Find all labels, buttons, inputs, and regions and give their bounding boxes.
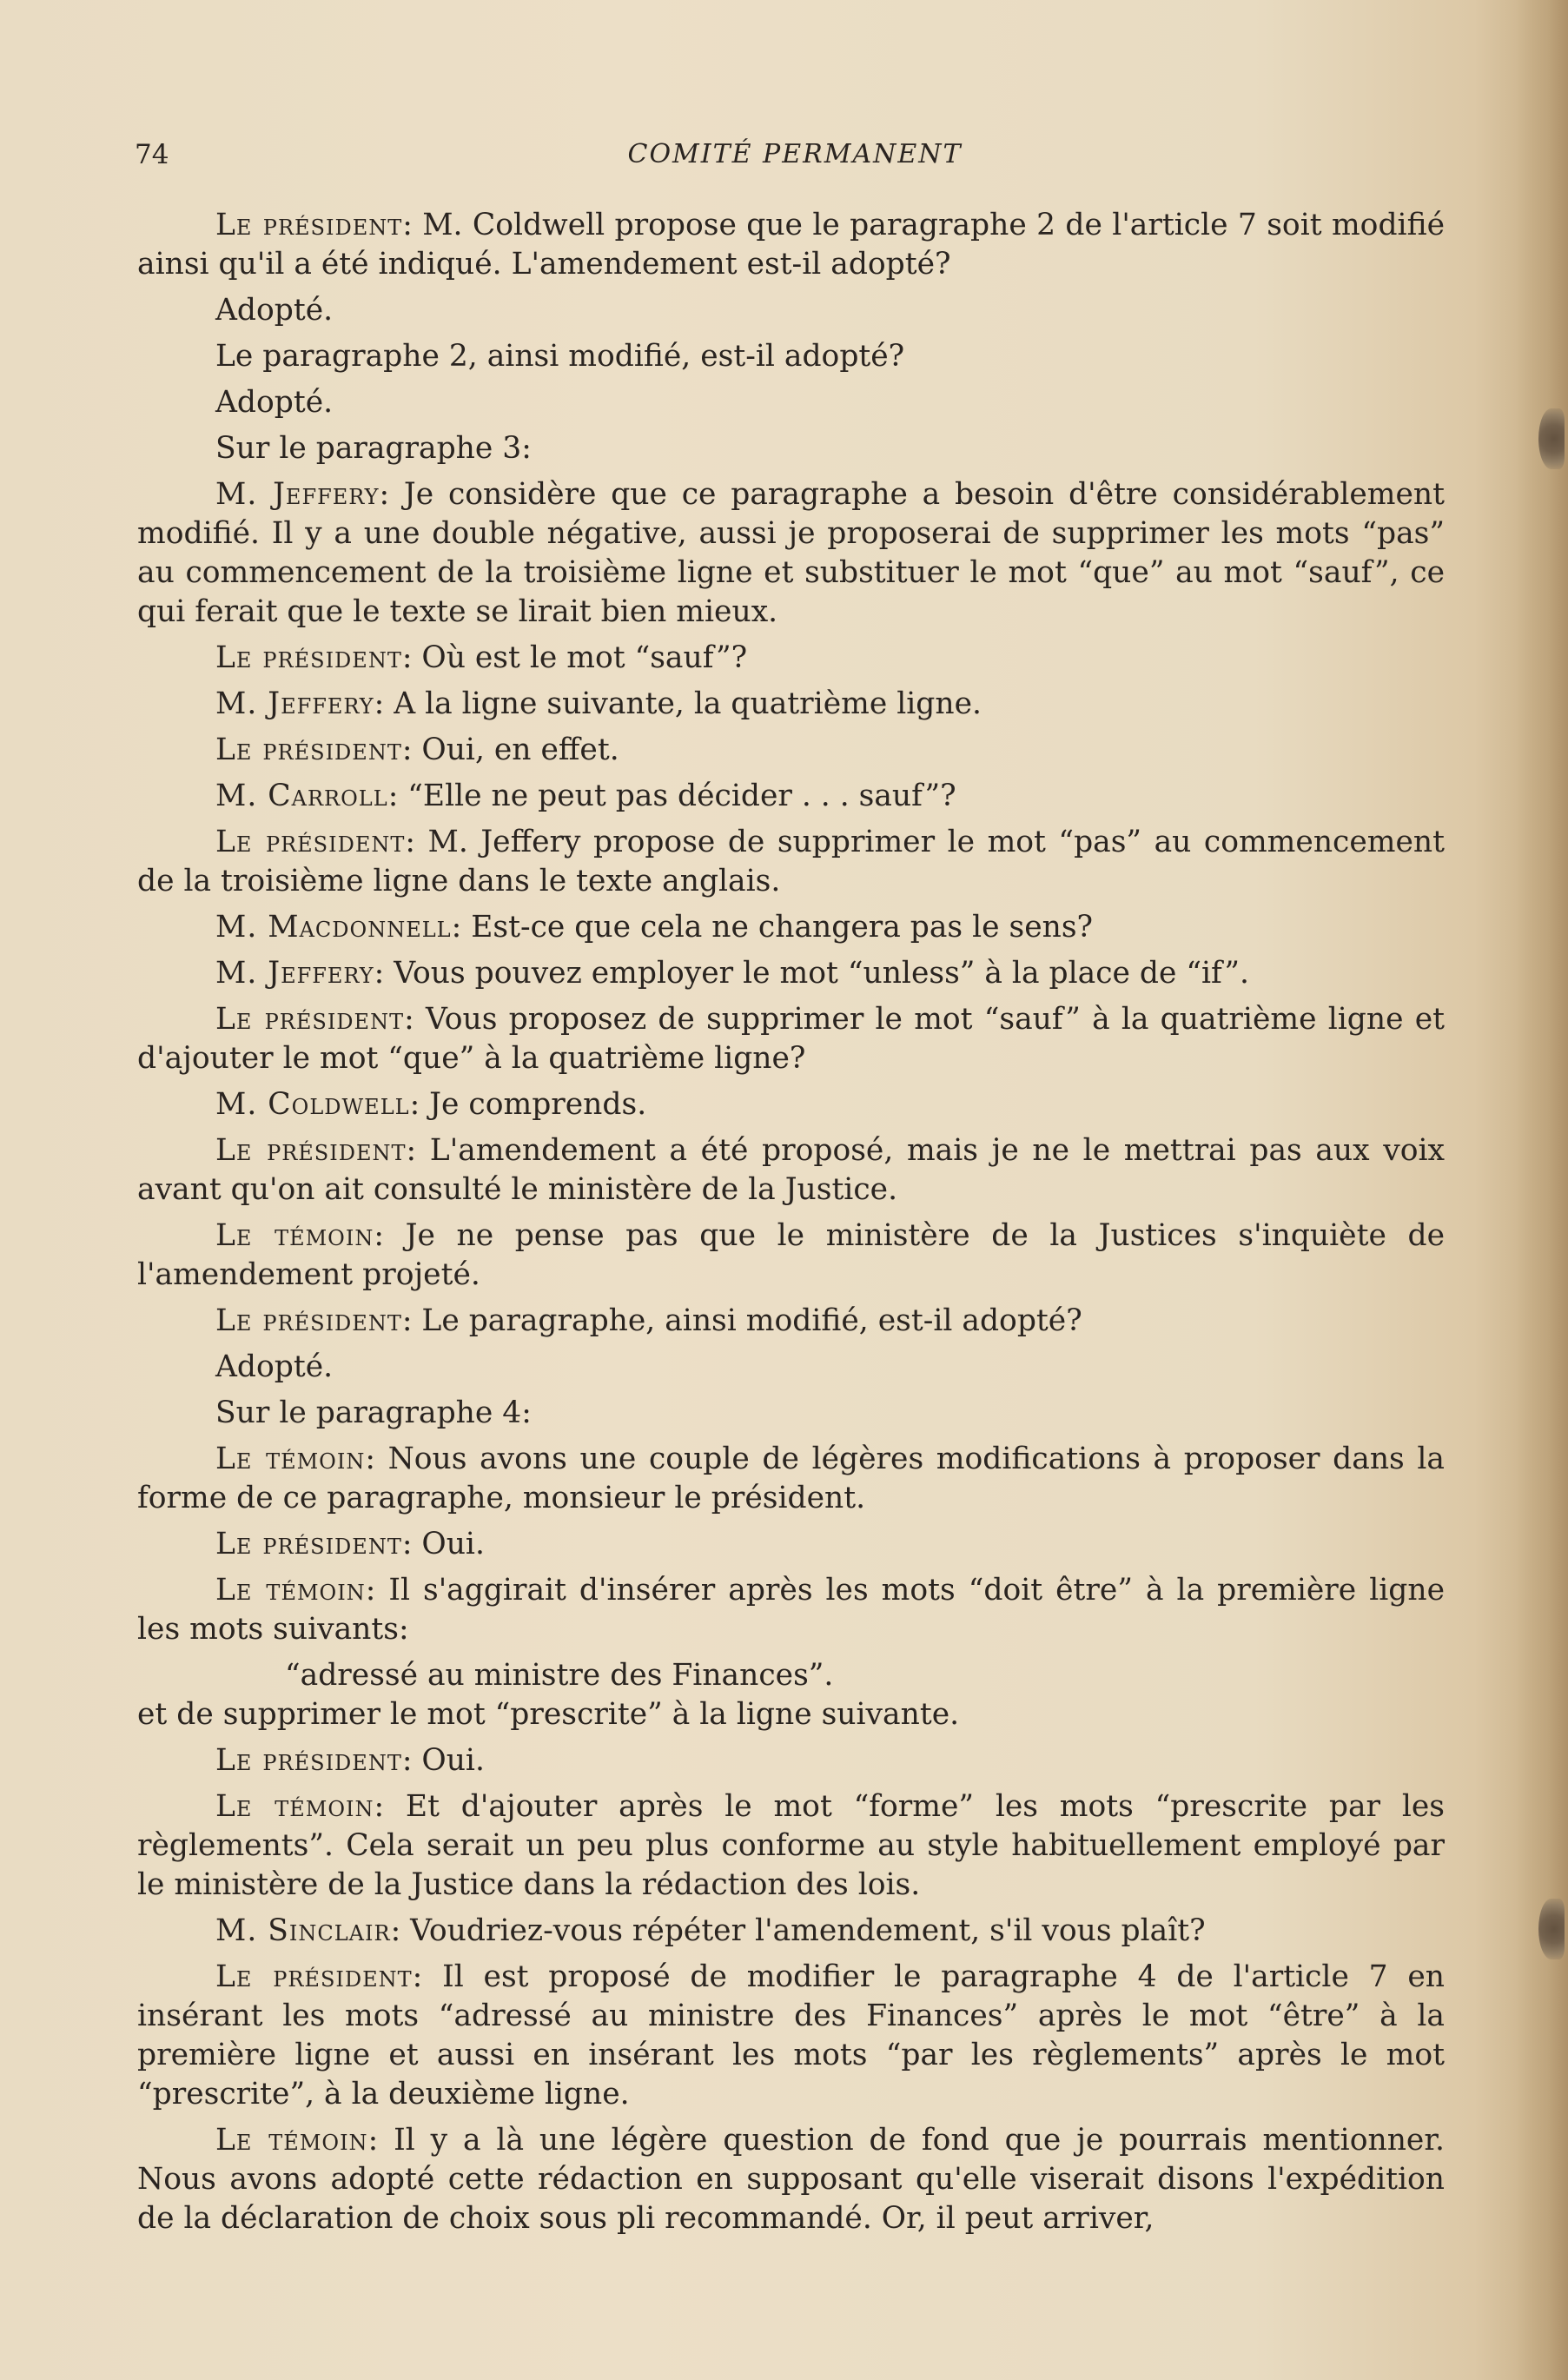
binding-clip-mark bbox=[1538, 408, 1565, 469]
paragraph-text: Vous proposez de supprimer le mot “sauf” à la quatrième ligne et d'ajouter le mot “que” à la quatrième ligne? bbox=[137, 1002, 1446, 1076]
speaker-name: Le président bbox=[215, 1002, 405, 1037]
paragraph-text: M. Coldwell propose que le paragraphe 2 de l'article 7 soit modifié ainsi qu'il a été indiqué. L'amendement est-il adopté? bbox=[137, 208, 1445, 282]
paragraph: Le président: Oui. bbox=[215, 1743, 485, 1778]
paragraph-text: Et d'ajouter après le mot “forme” les mots “prescrite par les règlements”. Cela serait un peu plus conforme au style habituellement employé par le ministère de la Justice dans la rédaction des lois. bbox=[137, 1789, 1445, 1902]
paragraph: Le président: Où est le mot “sauf”? bbox=[215, 640, 748, 675]
speaker-name: M. Jeffery bbox=[215, 956, 374, 991]
paragraph: M. Macdonnell: Est-ce que cela ne changera pas le sens? bbox=[215, 910, 1094, 945]
paragraph: Le témoin: Je ne pense pas que le ministère de la Justices s'inquiète de l'amendement projeté. bbox=[137, 1218, 1446, 1292]
paragraph: Le président: M. Coldwell propose que le paragraphe 2 de l'article 7 soit modifié ainsi qu'il a été indiqué. L'amendement est-il adopté? bbox=[137, 208, 1445, 282]
speaker-name: Le témoin bbox=[215, 2123, 368, 2158]
speaker-name: Le président bbox=[215, 825, 406, 859]
speaker-name: Le témoin bbox=[215, 1573, 366, 1608]
speaker-name: M. Coldwell bbox=[215, 1087, 410, 1122]
paragraph bbox=[137, 337, 1445, 376]
speaker-name: Le président bbox=[215, 640, 402, 675]
paragraph: Le président: Vous proposez de supprimer le mot “sauf” à la quatrième ligne et d'ajouter le mot “que” à la quatrième ligne? bbox=[137, 1002, 1446, 1076]
speaker-name: Le témoin bbox=[215, 1442, 366, 1476]
paragraph-text: L'amendement a été proposé, mais je ne le mettrai pas aux voix avant qu'on ait consulté le ministère de la Justice. bbox=[137, 1133, 1446, 1207]
paragraph-text: Est-ce que cela ne changera pas le sens? bbox=[471, 910, 1094, 945]
paragraph: Le président: Il est proposé de modifier le paragraphe 4 de l'article 7 en insérant les mots “adressé au ministre des Finances” après le mot “être” à la première ligne et aussi en insérant les mots “par les règlements” après le mot “prescrite”, à la deuxième ligne. bbox=[137, 1959, 1446, 2112]
binding-clip-mark bbox=[1538, 1899, 1565, 1959]
paragraph-text: Où est le mot “sauf”? bbox=[421, 640, 748, 675]
paragraph-text: Le paragraphe, ainsi modifié, est-il adopté? bbox=[421, 1303, 1082, 1338]
paragraph-text: “Elle ne peut pas décider . . . sauf”? bbox=[407, 779, 956, 813]
paragraph: M. Carroll: “Elle ne peut pas décider . . . sauf”? bbox=[215, 779, 956, 813]
paragraph: M. Jeffery: Je considère que ce paragraphe a besoin d'être considérablement modifié. Il y a une double négative, aussi je proposerai de supprimer les mots “pas” au commencement de la troisième ligne et substituer le mot “que” au mot “sauf”, ce qui ferait que le texte se lirait bien mieux. bbox=[137, 477, 1446, 629]
page-number: 74 bbox=[135, 139, 169, 170]
paragraph-text: Sur le paragraphe 3: bbox=[215, 431, 532, 466]
speaker-name: Le président bbox=[215, 1133, 407, 1168]
paragraph-text: Je comprends. bbox=[429, 1087, 647, 1122]
paragraph-text: Oui. bbox=[421, 1527, 485, 1561]
paragraph bbox=[137, 291, 1445, 330]
paragraph-text: Adopté. bbox=[215, 293, 334, 328]
paragraph: Le témoin: Nous avons une couple de légères modifications à proposer dans la forme de ce paragraphe, monsieur le président. bbox=[137, 1442, 1445, 1515]
speaker-name: M. Jeffery bbox=[215, 686, 374, 721]
paragraph: M. Jeffery: Vous pouvez employer le mot “unless” à la place de “if”. bbox=[215, 956, 1249, 991]
speaker-name: Le témoin bbox=[215, 1218, 374, 1253]
paragraph: M. Coldwell: Je comprends. bbox=[215, 1087, 647, 1122]
paragraph-text: Oui, en effet. bbox=[421, 733, 619, 767]
paragraph bbox=[137, 1394, 1445, 1433]
transcript-body bbox=[137, 206, 1445, 2245]
paragraph-text: Il s'aggirait d'insérer après les mots “doit être” à la première ligne les mots suivants: bbox=[137, 1573, 1445, 1647]
speaker-name: Le témoin bbox=[215, 1789, 374, 1824]
paragraph: M. Sinclair: Voudriez-vous répéter l'amendement, s'il vous plaît? bbox=[215, 1913, 1206, 1948]
paragraph-text: Sur le paragraphe 4: bbox=[215, 1396, 532, 1430]
paragraph: Le président: Le paragraphe, ainsi modifié, est-il adopté? bbox=[215, 1303, 1082, 1338]
paragraph: M. Jeffery: A la ligne suivante, la quatrième ligne. bbox=[215, 686, 982, 721]
paragraph-text: Vous pouvez employer le mot “unless” à la place de “if”. bbox=[394, 956, 1249, 991]
running-title: COMITÉ PERMANENT bbox=[627, 139, 963, 169]
paragraph-text: Nous avons une couple de légères modifications à proposer dans la forme de ce paragraphe, monsieur le président. bbox=[137, 1442, 1445, 1515]
paragraph bbox=[137, 1348, 1445, 1387]
paragraph-text: A la ligne suivante, la quatrième ligne. bbox=[394, 686, 982, 721]
paragraph: Le président: L'amendement a été proposé, mais je ne le mettrai pas aux voix avant qu'on ait consulté le ministère de la Justice. bbox=[137, 1133, 1446, 1207]
paragraph-text: Il y a là une légère question de fond que je pourrais mentionner. Nous avons adopté cette rédaction en supposant qu'elle viserait disons l'expédition de la déclaration de choix sous pli recommandé. Or, il peut arriver, bbox=[137, 2123, 1445, 2236]
paragraph: Le président: Oui. bbox=[215, 1527, 485, 1561]
speaker-name: Le président bbox=[215, 1959, 413, 1994]
paragraph-text: Il est proposé de modifier le paragraphe 4 de l'article 7 en insérant les mots “adressé au ministre des Finances” après le mot “être” à la première ligne et aussi en insérant les mots “par les règlements” après le mot “prescrite”, à la deuxième ligne. bbox=[137, 1959, 1446, 2112]
paragraph-text: M. Jeffery propose de supprimer le mot “pas” au commencement de la troisième ligne dans le texte anglais. bbox=[137, 825, 1445, 898]
speaker-name: M. Macdonnell bbox=[215, 910, 452, 945]
paragraph-text: Adopté. bbox=[215, 385, 334, 420]
paragraph: Le président: Oui, en effet. bbox=[215, 733, 619, 767]
paragraph-text: “adressé au ministre des Finances”. bbox=[285, 1658, 834, 1693]
page-edge-shadow bbox=[1516, 0, 1568, 2380]
paragraph-text: Oui. bbox=[421, 1743, 485, 1778]
speaker-name: M. Jeffery bbox=[215, 477, 380, 512]
speaker-name: Le président bbox=[215, 208, 403, 242]
paragraph-text: Je considère que ce paragraphe a besoin d'être considérablement modifié. Il y a une double négative, aussi je proposerai de supprimer les mots “pas” au commencement de la troisième ligne et substituer le mot “que” au mot “sauf”, ce qui ferait que le texte se lirait bien mieux. bbox=[137, 477, 1446, 629]
speaker-name: Le président bbox=[215, 733, 402, 767]
speaker-name: Le président bbox=[215, 1303, 402, 1338]
paragraph-text: Le paragraphe 2, ainsi modifié, est-il adopté? bbox=[215, 339, 905, 374]
paragraph-text: et de supprimer le mot “prescrite” à la ligne suivante. bbox=[137, 1697, 960, 1732]
speaker-name: M. Sinclair bbox=[215, 1913, 391, 1948]
paragraph: Le témoin: Il s'aggirait d'insérer après les mots “doit être” à la première ligne les mots suivants: bbox=[137, 1573, 1445, 1647]
speaker-name: Le président bbox=[215, 1743, 402, 1778]
paragraph: Le témoin: Et d'ajouter après le mot “forme” les mots “prescrite par les règlements”. Cela serait un peu plus conforme au style habituellement employé par le ministère de la Justice dans la rédaction des lois. bbox=[137, 1789, 1445, 1902]
paragraph-text: Je ne pense pas que le ministère de la Justices s'inquiète de l'amendement projeté. bbox=[137, 1218, 1446, 1292]
speaker-name: M. Carroll bbox=[215, 779, 388, 813]
paragraph-text: Voudriez-vous répéter l'amendement, s'il vous plaît? bbox=[410, 1913, 1206, 1948]
paragraph bbox=[137, 429, 1445, 468]
page-header bbox=[135, 139, 1455, 174]
paragraph: Le président: M. Jeffery propose de supprimer le mot “pas” au commencement de la troisième ligne dans le texte anglais. bbox=[137, 825, 1445, 898]
paragraph bbox=[137, 1695, 1445, 1734]
quoted-line bbox=[137, 1656, 1445, 1695]
paragraph bbox=[137, 383, 1445, 422]
speaker-name: Le président bbox=[215, 1527, 402, 1561]
paragraph-text: Adopté. bbox=[215, 1349, 334, 1384]
paragraph: Le témoin: Il y a là une légère question de fond que je pourrais mentionner. Nous avons adopté cette rédaction en supposant qu'elle viserait disons l'expédition de la déclaration de choix sous pli recommandé. Or, il peut arriver, bbox=[137, 2123, 1445, 2236]
